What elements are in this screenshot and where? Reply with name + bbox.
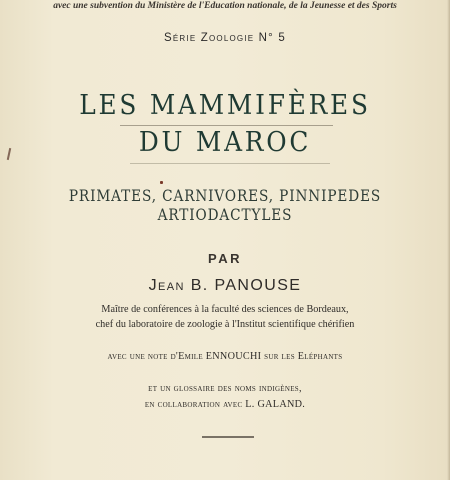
main-title-line-2: DU MAROC bbox=[138, 127, 312, 158]
glossary-line-1: et un glossaire des noms indigènes, bbox=[148, 383, 302, 394]
affiliation-line-1: Maître de conférences à la faculté des sciences de Bordeaux, bbox=[101, 304, 349, 315]
subvention-line: avec une subvention du Ministère de l'Education nationale, de la Jeunesse et des Sports bbox=[53, 1, 397, 11]
subtitle-line-2: ARTIODACTYLES bbox=[157, 206, 293, 224]
title-underline-1 bbox=[120, 125, 333, 126]
glossary-line-2: en collaboration avec L. GALAND. bbox=[144, 399, 306, 410]
par-label: PAR bbox=[208, 251, 242, 266]
bottom-rule bbox=[202, 436, 254, 438]
author-last-name: B. PANOUSE bbox=[190, 277, 302, 294]
author-first-name: Jean bbox=[148, 277, 185, 294]
subtitle-line-1: PRIMATES, CARNIVORES, PINNIPEDES bbox=[68, 187, 382, 205]
title-underline-2 bbox=[130, 163, 330, 164]
ink-mark bbox=[160, 181, 163, 184]
main-title-line-1: LES MAMMIFÈRES bbox=[79, 90, 371, 121]
affiliation-line-2: chef du laboratoire de zoologie à l'Institut scientifique chérifien bbox=[95, 319, 355, 330]
margin-mark bbox=[7, 148, 11, 160]
author-name bbox=[0, 277, 450, 295]
note-line: avec une note d'Emile ENNOUCHI sur les Eléphants bbox=[107, 351, 343, 362]
series-label: Série Zoologie N° 5 bbox=[164, 32, 286, 44]
